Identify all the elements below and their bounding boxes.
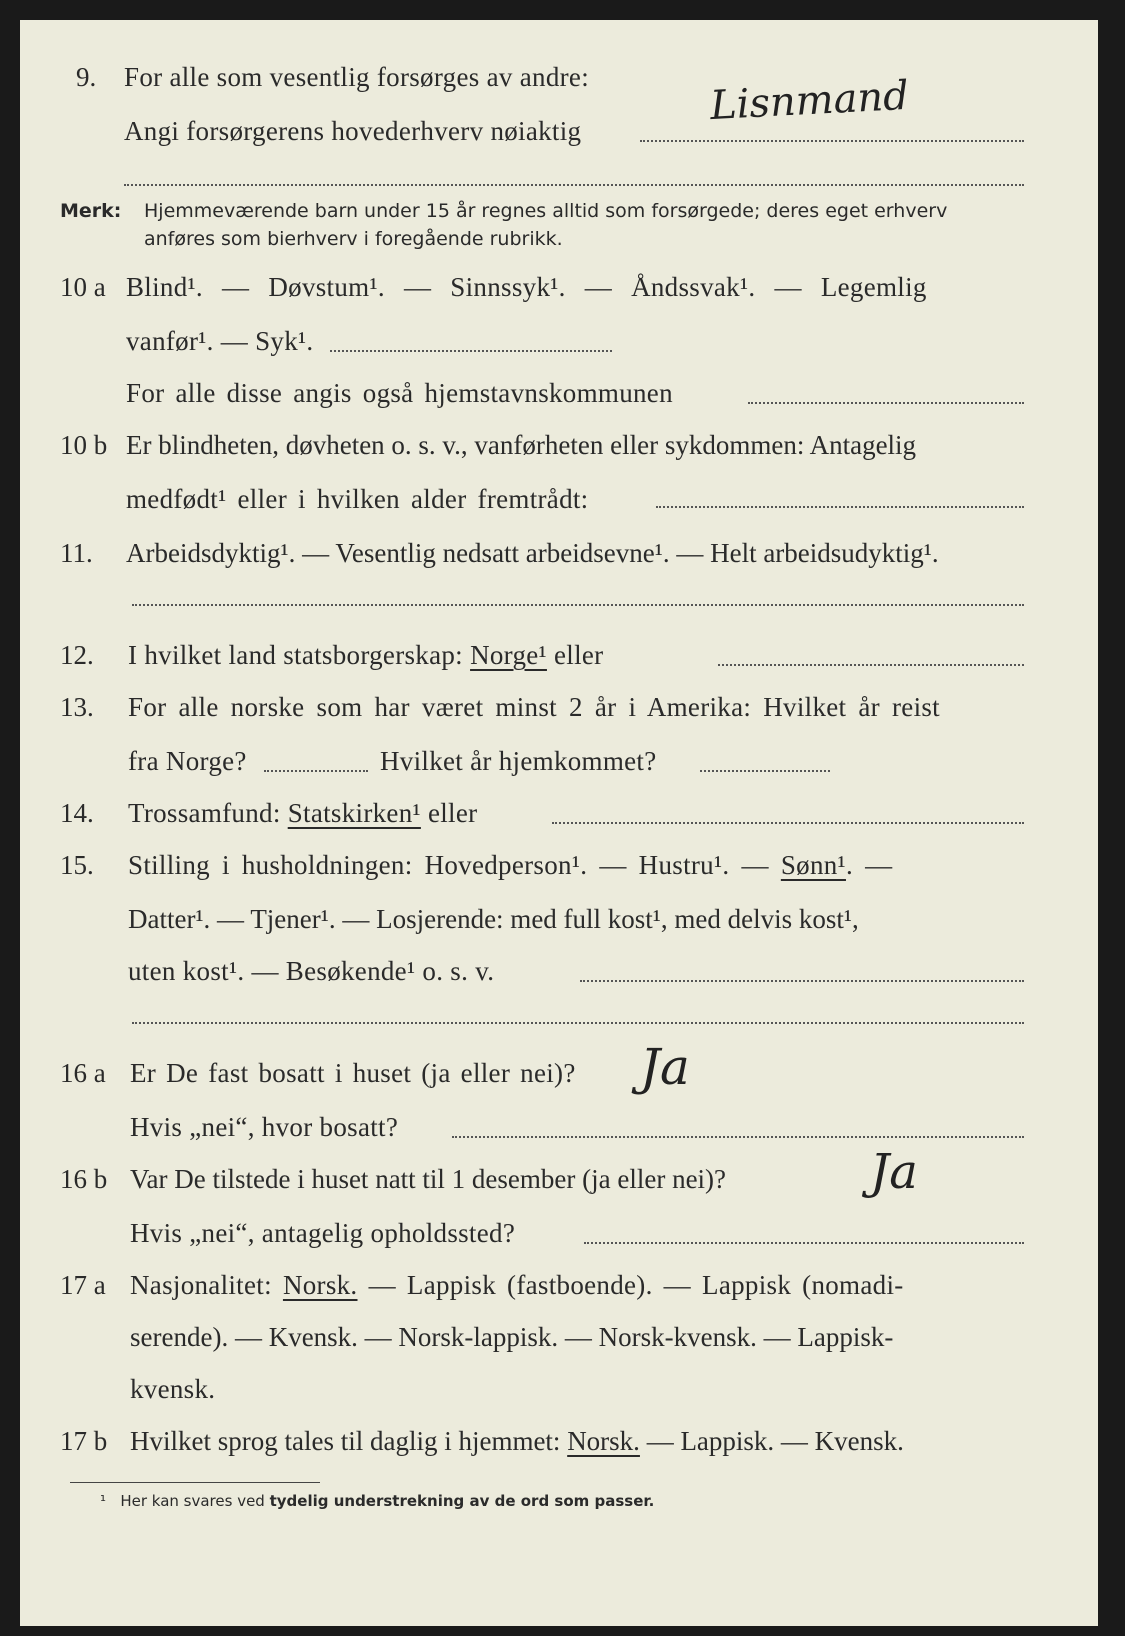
q17a-underlined: Norsk. bbox=[282, 1270, 358, 1300]
q17a-line3: kvensk. bbox=[130, 1374, 216, 1404]
q17a-line1 bbox=[130, 1270, 904, 1301]
q17a-number: 17 a bbox=[60, 1270, 106, 1300]
q16a-number: 16 a bbox=[60, 1058, 106, 1088]
footnote-separator bbox=[70, 1482, 320, 1483]
q16a-handwritten-answer: Ja bbox=[640, 1038, 690, 1096]
q9-line2: Angi forsørgerens hovederhverv nøiaktig bbox=[124, 116, 582, 146]
q10a-line3: For alle disse angis også hjemstavnskommunen bbox=[126, 378, 673, 408]
q11-line1: Arbeidsdyktig¹. — Vesentlig nedsatt arbeidsevne¹. — Helt arbeidsudyktig¹. bbox=[126, 538, 939, 568]
census-form-page bbox=[20, 20, 1098, 1626]
merk-line2: anføres som bierhverv i foregående rubrikk. bbox=[144, 228, 563, 250]
q16b-number: 16 b bbox=[60, 1164, 108, 1194]
q12-answer-line[interactable] bbox=[718, 664, 1024, 666]
q17a-pre: Nasjonalitet: bbox=[130, 1270, 272, 1300]
q9-answer-line[interactable] bbox=[640, 140, 1024, 142]
q14-answer-line[interactable] bbox=[552, 822, 1024, 824]
q10a-line2: vanfør¹. — Syk¹. bbox=[126, 326, 314, 356]
q10b-number: 10 b bbox=[60, 430, 108, 460]
q17b-underlined: Norsk. bbox=[567, 1426, 640, 1456]
q14-post: eller bbox=[427, 798, 478, 828]
q10b-answer-line[interactable] bbox=[656, 506, 1024, 508]
q12-line bbox=[128, 640, 603, 671]
q17b-line bbox=[130, 1426, 904, 1457]
footnote bbox=[100, 1492, 654, 1510]
footnote-mark: ¹ bbox=[100, 1492, 107, 1510]
q17b-post: — Lappisk. — Kvensk. bbox=[646, 1426, 904, 1456]
q9-line1: For alle som vesentlig forsørges av andre: bbox=[124, 62, 589, 92]
q15-line1 bbox=[128, 850, 892, 881]
q10a-syk-line[interactable] bbox=[330, 350, 612, 352]
q13-line2b: Hvilket år hjemkommet? bbox=[380, 746, 657, 776]
q15-line1-underlined: Sønn¹ bbox=[780, 850, 846, 880]
q10b-line1: Er blindheten, døvheten o. s. v., vanførheten eller sykdommen: Antagelig bbox=[126, 430, 917, 460]
q11-number: 11. bbox=[60, 538, 93, 568]
q17b-number: 17 b bbox=[60, 1426, 108, 1456]
merk-line1: Hjemmeværende barn under 15 år regnes alltid som forsørgede; deres eget erhverv bbox=[144, 200, 948, 222]
q13-line2a: fra Norge? bbox=[128, 746, 247, 776]
q16a-answer-line[interactable] bbox=[452, 1136, 1024, 1138]
q11-divider[interactable] bbox=[132, 604, 1024, 606]
q9-handwritten-answer: Lisnmand bbox=[708, 72, 910, 130]
q12-post: eller bbox=[554, 640, 604, 670]
q13-hjemkommet-line[interactable] bbox=[700, 770, 830, 772]
q15-number: 15. bbox=[60, 850, 94, 880]
q15-line1-pre: Stilling i husholdningen: Hovedperson¹. — Hustru¹. — bbox=[128, 850, 769, 880]
q15-line3: uten kost¹. — Besøkende¹ o. s. v. bbox=[128, 956, 495, 986]
q13-number: 13. bbox=[60, 692, 94, 722]
q14-underlined: Statskirken¹ bbox=[287, 798, 421, 828]
q12-pre: I hvilket land statsborgerskap: bbox=[128, 640, 463, 670]
q9-divider bbox=[124, 184, 1024, 186]
q13-line1: For alle norske som har været minst 2 år i Amerika: Hvilket år reist bbox=[128, 692, 940, 722]
q10b-line2: medfødt¹ eller i hvilken alder fremtrådt: bbox=[126, 484, 589, 514]
q15-line2: Datter¹. — Tjener¹. — Losjerende: med full kost¹, med delvis kost¹, bbox=[128, 904, 859, 934]
q16b-line2: Hvis „nei“, antagelig opholdssted? bbox=[130, 1218, 516, 1248]
q10a-kommune-line[interactable] bbox=[748, 402, 1024, 404]
footnote-bold: tydelig understrekning av de ord som passer. bbox=[269, 1492, 655, 1510]
q10a-line1: Blind¹. — Døvstum¹. — Sinnssyk¹. — Åndssvak¹. — Legemlig bbox=[126, 272, 927, 302]
footnote-text: Her kan svares ved bbox=[120, 1492, 265, 1510]
q12-number: 12. bbox=[60, 640, 94, 670]
q14-number: 14. bbox=[60, 798, 94, 828]
q15-answer-line[interactable] bbox=[580, 980, 1024, 982]
q17b-pre: Hvilket sprog tales til daglig i hjemmet: bbox=[130, 1426, 561, 1456]
q15-divider[interactable] bbox=[132, 1022, 1024, 1024]
q16b-answer-line[interactable] bbox=[584, 1242, 1024, 1244]
q14-line bbox=[128, 798, 477, 829]
q16b-line1: Var De tilstede i huset natt til 1 desember (ja eller nei)? bbox=[130, 1164, 727, 1194]
q16a-line1: Er De fast bosatt i huset (ja eller nei)? bbox=[130, 1058, 576, 1088]
q16a-line2: Hvis „nei“, hvor bosatt? bbox=[130, 1112, 399, 1142]
q16b-handwritten-answer: Ja bbox=[870, 1144, 918, 1200]
q10a-number: 10 a bbox=[60, 272, 106, 302]
q17a-line1-post: — Lappisk (fastboende). — Lappisk (nomadi- bbox=[368, 1270, 904, 1300]
q17a-line2: serende). — Kvensk. — Norsk-lappisk. — Norsk-kvensk. — Lappisk- bbox=[130, 1322, 894, 1352]
q15-line1-post: . — bbox=[845, 850, 893, 880]
q9-number: 9. bbox=[76, 62, 97, 92]
q13-reist-line[interactable] bbox=[264, 770, 368, 772]
merk-label: Merk: bbox=[60, 200, 122, 222]
q12-underlined: Norge¹ bbox=[470, 640, 547, 670]
q14-pre: Trossamfund: bbox=[128, 798, 281, 828]
